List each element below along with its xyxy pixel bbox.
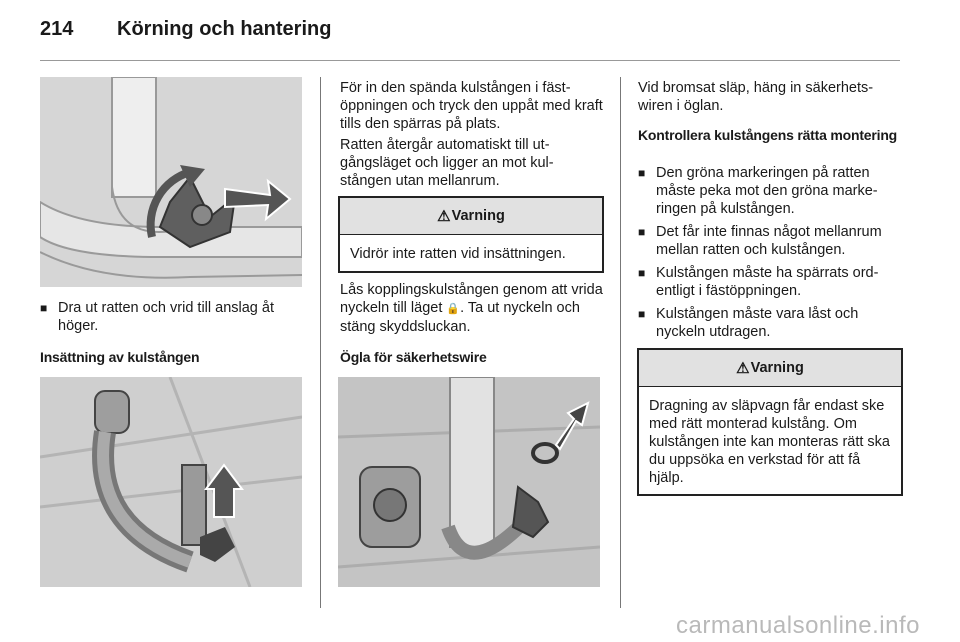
col1-bullet bbox=[40, 299, 302, 335]
list-item bbox=[638, 223, 903, 259]
bullet-mark: ■ bbox=[40, 301, 48, 315]
section-heading-safety-wire: Ögla för säkerhetswire bbox=[340, 349, 487, 365]
list-item-text: Det får inte finnas något mellanrum mellan ratten och kulstången. bbox=[656, 224, 882, 258]
warning-header bbox=[639, 350, 901, 387]
col3-para1: Vid bromsat släp, häng in säkerhets-wiren i öglan. bbox=[638, 80, 874, 114]
col2-para2: Ratten återgår automatiskt till ut-gångsläget och ligger an mot kul-stången utan mellanrum. bbox=[340, 137, 554, 189]
col3-bullet-list bbox=[638, 164, 903, 341]
header-rule bbox=[40, 60, 900, 61]
col2-para3 bbox=[340, 281, 605, 336]
bullet-mark: ■ bbox=[638, 225, 646, 239]
bullet-mark: ■ bbox=[638, 266, 646, 280]
bullet-text: Dra ut ratten och vrid till anslag åt höger. bbox=[58, 300, 274, 334]
page-number: 214 bbox=[40, 18, 74, 40]
warning-text: Vidrör inte ratten vid insättningen. bbox=[350, 246, 566, 262]
page-title: Körning och hantering bbox=[117, 18, 332, 40]
warning-text: Dragning av släpvagn får endast ske med rätt monterad kulstång. Om kulstången inte kan monteras rätt ska du uppsöka en verkstad för att få hjälp. bbox=[649, 398, 890, 486]
column-divider-2 bbox=[620, 77, 621, 608]
warning-box-2 bbox=[637, 348, 903, 496]
list-item-text: Den gröna markeringen på ratten måste peka mot den gröna marke-ringen på kulstången. bbox=[656, 165, 878, 217]
section-heading-insertion: Insättning av kulstången bbox=[40, 349, 200, 365]
column-divider-1 bbox=[320, 77, 321, 608]
section-heading-check-mounting: Kontrollera kulstångens rätta montering bbox=[638, 127, 898, 143]
col2-para3-a: Lås kopplingskulstången genom att vrida nyckeln till läget bbox=[340, 282, 603, 316]
warning-title: Varning bbox=[750, 360, 804, 376]
figure-insert-ball-bar bbox=[40, 377, 302, 587]
col2-para3-b: . Ta ut nyckeln och stäng skyddsluckan. bbox=[340, 300, 580, 335]
warning-box-1 bbox=[338, 196, 604, 273]
list-item-text: Kulstången måste ha spärrats ord-entligt i fästöppningen. bbox=[656, 265, 879, 299]
list-item bbox=[638, 305, 903, 341]
warning-title: Varning bbox=[451, 208, 505, 224]
page-header bbox=[40, 18, 900, 44]
figure-knob-pull-turn bbox=[40, 77, 302, 287]
list-item bbox=[638, 164, 903, 218]
list-item-text: Kulstången måste vara låst och nyckeln utdragen. bbox=[656, 306, 859, 340]
warning-icon: ⚠ bbox=[437, 208, 451, 225]
col2-para1: För in den spända kulstången i fäst-öppningen och tryck den uppåt med kraft tills den spärras på plats. bbox=[340, 80, 603, 132]
watermark: carmanualsonline.info bbox=[676, 612, 920, 639]
warning-icon: ⚠ bbox=[736, 360, 750, 377]
warning-header bbox=[340, 198, 602, 235]
bullet-mark: ■ bbox=[638, 166, 646, 180]
lock-icon: 🔒 bbox=[446, 303, 461, 315]
list-item bbox=[638, 264, 903, 300]
bullet-mark: ■ bbox=[638, 307, 646, 321]
figure-safety-wire-eyelet bbox=[338, 377, 600, 587]
